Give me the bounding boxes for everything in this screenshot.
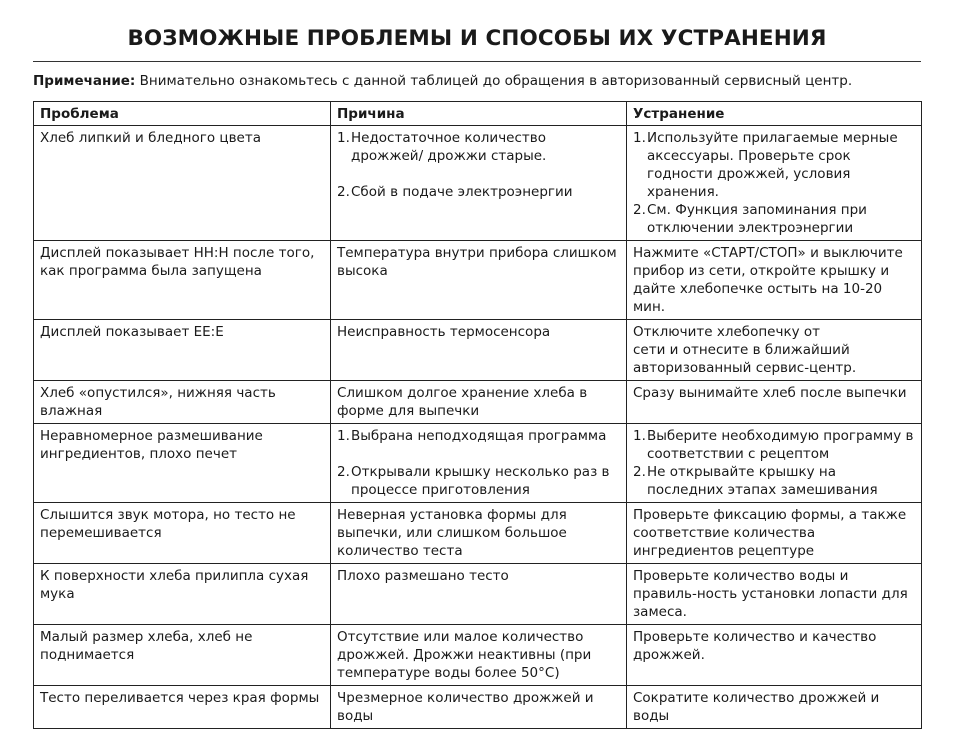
fix-line: Отключите хлебопечку от [633,324,821,340]
fix-line: сети и отнесите в ближайший авторизованный сервис-центр. [633,342,857,376]
fix-cell [627,424,922,503]
list-item: 1.Недостаточное количество дрожжей/ дрожжи старые. [337,130,547,164]
troubleshooting-table [33,101,922,729]
fix-cell: Нажмите «СТАРТ/СТОП» и выключите прибор из сети, откройте крышку и дайте хлебопечке остыть на 10-20 мин. [627,241,922,320]
fix-list [633,129,915,237]
fix-cell: Сразу вынимайте хлеб после выпечки [627,381,922,424]
cause-cell: Чрезмерное количество дрожжей и воды [331,686,627,729]
problem-cell: Слышится звук мотора, но тесто не перемешивается [34,503,331,564]
table-header-row [34,102,922,126]
header-problem: Проблема [34,102,331,126]
list-item: 2.Не открывайте крышку на последних этапах замешивания [633,464,878,498]
table-row [34,564,922,625]
cause-cell: Отсутствие или малое количество дрожжей. Дрожжи неактивны (при температуре воды более 50°С) [331,625,627,686]
cause-cell: Неверная установка формы для выпечки, или слишком большое количество теста [331,503,627,564]
cause-cell [331,126,627,241]
list-item: 2.См. Функция запоминания при отключении электроэнергии [633,202,867,236]
list-item: 1.Используйте прилагаемые мерные аксессуары. Проверьте срок годности дрожжей, условия хранения. [633,130,898,200]
problem-cell: Хлеб «опустился», нижняя часть влажная [34,381,331,424]
fix-cell [627,126,922,241]
table-row [34,424,922,503]
table-row [34,625,922,686]
problem-cell: Дисплей показывает ЕЕ:Е [34,320,331,381]
page-title: ВОЗМОЖНЫЕ ПРОБЛЕМЫ И СПОСОБЫ ИХ УСТРАНЕНИЯ [127,26,827,51]
table-row [34,241,922,320]
note-label: Примечание: [33,73,136,89]
cause-cell: Температура внутри прибора слишком высока [331,241,627,320]
table-row [34,126,922,241]
header-fix: Устранение [627,102,922,126]
header-cause: Причина [331,102,627,126]
fix-cell [627,320,922,381]
list-item: 2.Открывали крышку несколько раз в процессе приготовления [337,464,610,498]
cause-cell: Слишком долгое хранение хлеба в форме для выпечки [331,381,627,424]
problem-cell: Хлеб липкий и бледного цвета [34,126,331,241]
fix-cell: Проверьте количество и качество дрожжей. [627,625,922,686]
cause-cell: Плохо размешано тесто [331,564,627,625]
cause-cell [331,424,627,503]
problem-cell: Неравномерное размешивание ингредиентов, плохо печет [34,424,331,503]
fix-list [633,427,915,499]
fix-cell: Сократите количество дрожжей и воды [627,686,922,729]
problem-cell: Дисплей показывает НН:Н после того, как программа была запущена [34,241,331,320]
note [33,73,852,89]
title-divider [33,61,921,62]
fix-cell: Проверьте количество воды и правиль-ность установки лопасти для замеса. [627,564,922,625]
cause-cell: Неисправность термосенсора [331,320,627,381]
problem-cell: Тесто переливается через края формы [34,686,331,729]
cause-list [337,129,620,201]
list-item: 1.Выбрана неподходящая программа [337,428,607,444]
table-row [34,381,922,424]
note-text: Внимательно ознакомьтесь с данной таблицей до обращения в авторизованный сервисный центр. [135,73,853,89]
table-row [34,320,922,381]
cause-list [337,427,620,499]
list-item: 2.Сбой в подаче электроэнергии [337,184,573,200]
table-row [34,503,922,564]
problem-cell: К поверхности хлеба прилипла сухая мука [34,564,331,625]
list-item: 1.Выберите необходимую программу в соответствии с рецептом [633,428,914,462]
problem-cell: Малый размер хлеба, хлеб не поднимается [34,625,331,686]
table-row [34,686,922,729]
fix-cell: Проверьте фиксацию формы, а также соответствие количества ингредиентов рецептуре [627,503,922,564]
